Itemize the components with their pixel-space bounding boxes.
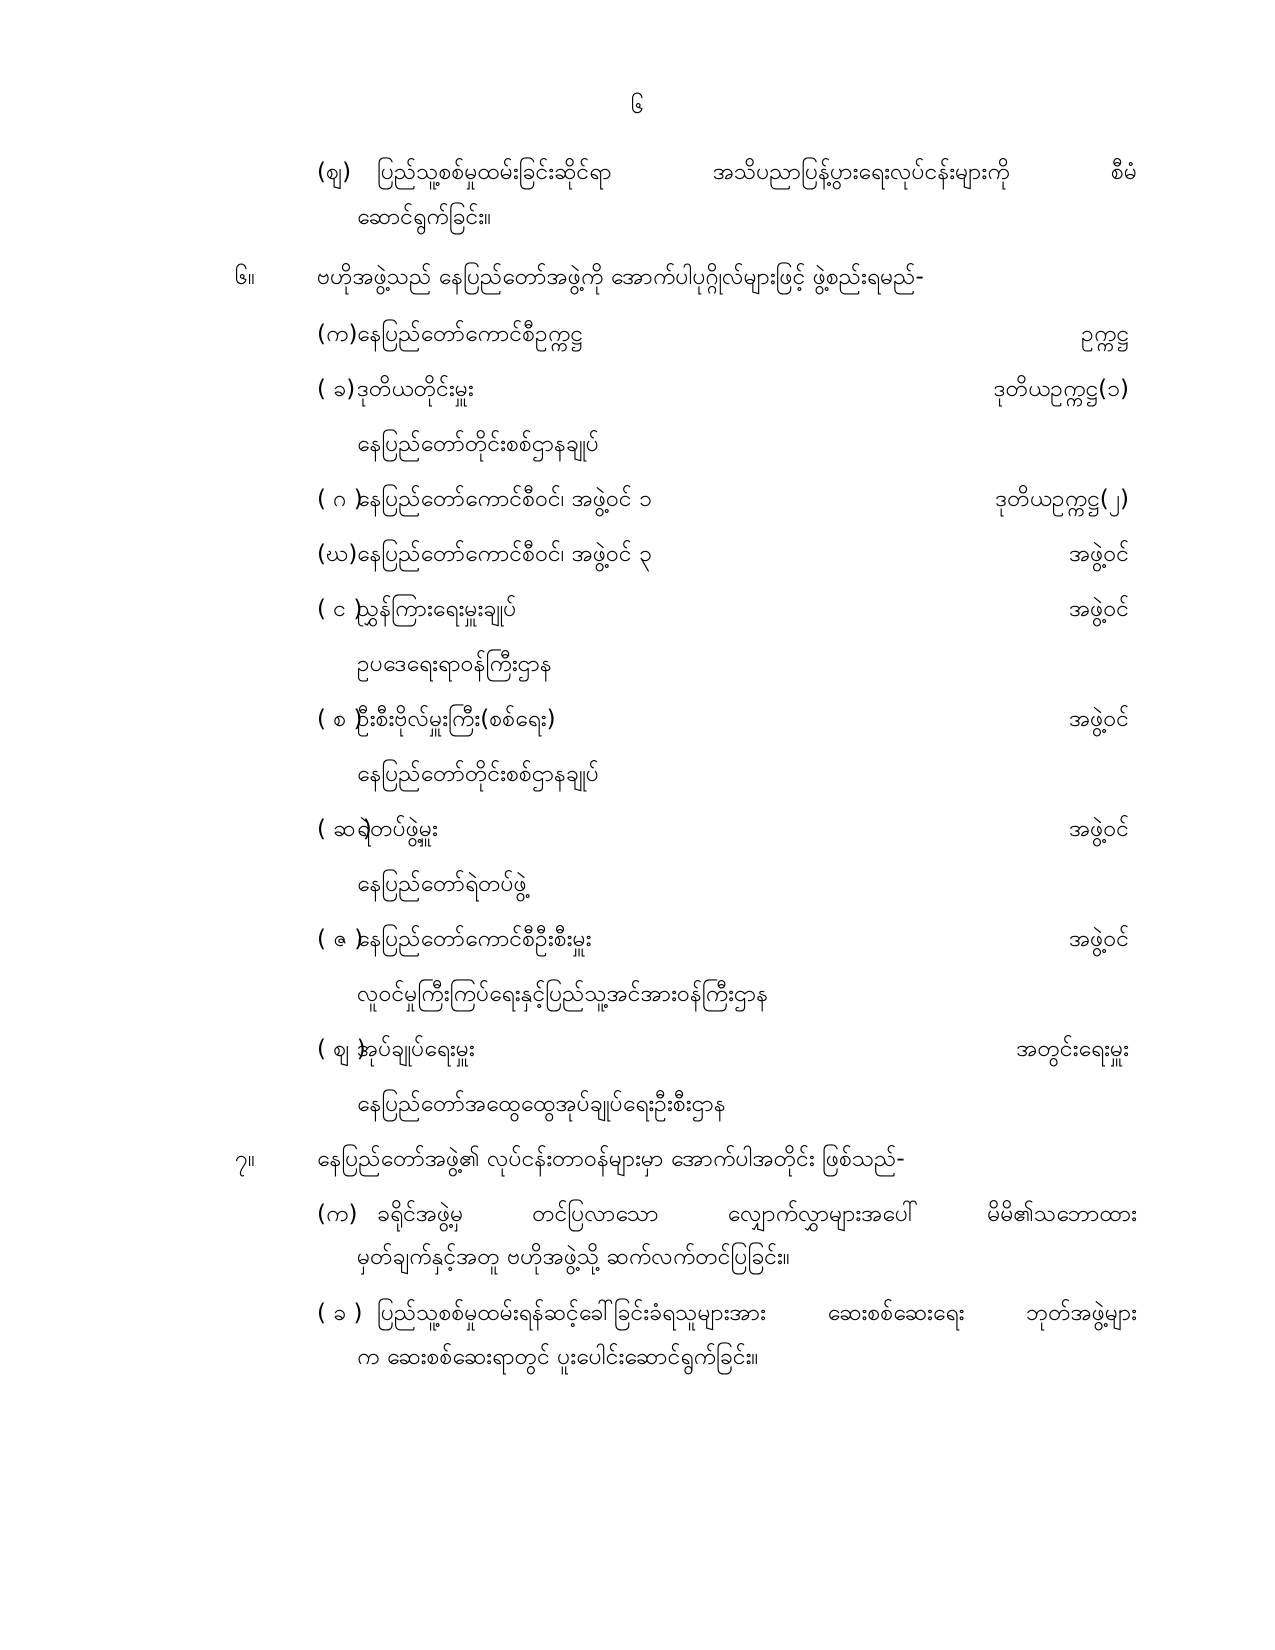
member-name: ရဲတပ်ဖွဲ့မှူး [357,816,438,842]
para-zha-line2: ဆောင်ရွက်ခြင်း။ [357,204,492,230]
member-role: ဒုတိယဥက္ကဋ္ဌ(၂) [995,486,1129,512]
member-label: (က) [317,321,358,347]
member-department: နေပြည်တော်အထွေထွေအုပ်ချုပ်ရေးဦးစီးဌာန [357,1091,726,1117]
member-department: ဥပဒေရေးရာဝန်ကြီးဌာန [357,651,552,677]
section6-text: ဗဟိုအဖွဲ့သည် နေပြည်တော်အဖွဲ့ကို အောက်ပါပုဂ္ဂိုလ်များဖြင့် ဖွဲ့စည်းရမည်- [317,264,924,290]
duty-line1: ခရိုင်အဖွဲ့မှ တင်ပြလာသော လျှောက်လွှာများအပေါ် မိမိ၏သဘောထား [377,1201,1137,1227]
member-label: ( ဆ ) [317,816,372,842]
duty-label: (က) [317,1201,358,1227]
member-name: နေပြည်တော်ကောင်စီဦးစီးမှူး [357,926,592,952]
duty-line2: မှတ်ချက်နှင့်အတူ ဗဟိုအဖွဲ့သို့ ဆက်လက်တင်ပြခြင်း။ [357,1244,790,1270]
member-name: ညွှန်ကြားရေးမှူးချုပ် [357,596,517,622]
member-name: နေပြည်တော်ကောင်စီဥက္ကဋ္ဌ [357,321,583,347]
member-role: အဖွဲ့ဝင် [1069,926,1129,952]
member-department: နေပြည်တော်တိုင်းစစ်ဌာနချုပ် [357,431,599,457]
duty-line1: ပြည်သူ့စစ်မှုထမ်းရန်ဆင့်ခေါ်ခြင်းခံရသူများအား ဆေးစစ်ဆေးရေး ဘုတ်အဖွဲ့များ [377,1300,1137,1326]
member-label: ( င ) [317,596,363,622]
member-role: ဥက္ကဋ္ဌ [1081,321,1129,347]
member-label: ( စ ) [317,706,363,732]
member-label: ( ဂ ) [317,486,363,512]
section7-text: နေပြည်တော်အဖွဲ့၏ လုပ်ငန်းတာဝန်များမှာ အောက်ပါအတိုင်း ဖြစ်သည်- [317,1146,905,1172]
member-role: အဖွဲ့ဝင် [1069,706,1129,732]
member-label: ( ဈ ) [317,1036,366,1062]
member-role: အဖွဲ့ဝင် [1069,541,1129,567]
member-label: ( ခ) [317,376,356,402]
member-label: (ဃ) [317,541,358,567]
member-name: နေပြည်တော်ကောင်စီဝင်၊ အဖွဲ့ဝင် ၃ [357,541,652,567]
member-role: အဖွဲ့ဝင် [1069,596,1129,622]
duty-line2: က ဆေးစစ်ဆေးရာတွင် ပူးပေါင်းဆောင်ရွက်ခြင်း။ [357,1344,759,1370]
member-department: နေပြည်တော်တိုင်းစစ်ဌာနချုပ် [357,761,599,787]
member-role: အဖွဲ့ဝင် [1069,816,1129,842]
member-name: ဦးစီးဗိုလ်မှူးကြီး(စစ်ရေး) [357,706,556,732]
page-number: ၆ [631,93,644,119]
para-zha-label: (ဈ) [317,159,352,185]
para-zha-line1: ပြည်သူ့စစ်မှုထမ်းခြင်းဆိုင်ရာ အသိပညာပြန့်ပွားရေးလုပ်ငန်းများကို စီမံ [377,159,1137,185]
member-name: ဒုတိယတိုင်းမှူး [357,376,474,402]
member-name: အုပ်ချုပ်ရေးမှူး [357,1036,475,1062]
member-role: အတွင်းရေးမှူး [1016,1036,1129,1062]
member-role: ဒုတိယဥက္ကဋ္ဌ(၁) [993,376,1129,402]
member-name: နေပြည်တော်ကောင်စီဝင်၊ အဖွဲ့ဝင် ၁ [357,486,652,512]
member-department: လူဝင်မှုကြီးကြပ်ရေးနှင့်ပြည်သူ့အင်အားဝန်ကြီးဌာန [357,981,769,1007]
section6-number: ၆။ [235,264,255,290]
member-department: နေပြည်တော်ရဲတပ်ဖွဲ့ [357,871,527,897]
member-label: ( ဇ ) [317,926,364,952]
section7-number: ၇။ [235,1146,255,1172]
duty-label: ( ခ ) [317,1300,363,1326]
